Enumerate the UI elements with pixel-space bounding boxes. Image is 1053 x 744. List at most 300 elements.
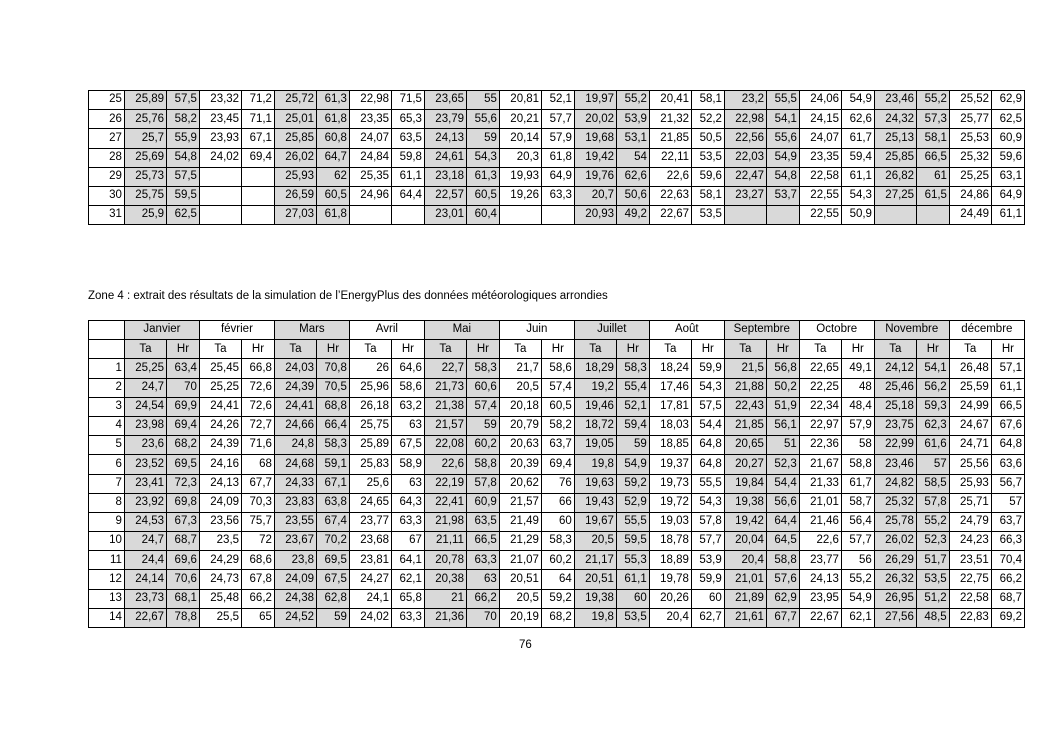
value-cell: 67,7 [766,608,799,627]
value-cell: 24,38 [274,589,316,608]
hr-header: Hr [916,340,949,359]
value-cell: 57,1 [991,359,1024,378]
value-cell: 54 [617,148,650,167]
value-cell: 52,9 [616,493,649,512]
value-cell: 61 [917,167,950,186]
value-cell: 61,3 [317,91,350,110]
value-cell: 58,3 [616,359,649,378]
ta-header: Ta [574,340,616,359]
value-cell: 59,6 [992,148,1025,167]
value-cell: 25,76 [124,110,166,129]
hr-header: Hr [541,340,574,359]
value-cell: 55,2 [916,512,949,531]
table-zone4-row [89,570,1025,589]
value-cell: 22,57 [424,186,466,205]
value-cell: 64,8 [991,436,1024,455]
value-cell: 55,3 [616,551,649,570]
value-cell: 24,32 [874,110,916,129]
value-cell: 20,5 [499,378,541,397]
value-cell: 24,52 [274,608,316,627]
value-cell: 20,26 [649,589,691,608]
value-cell: 68,2 [167,436,200,455]
value-cell: 61,1 [392,167,425,186]
value-cell: 24,7 [124,378,166,397]
value-cell: 63,1 [992,167,1025,186]
value-cell: 25,01 [274,110,316,129]
value-cell: 58,8 [466,455,499,474]
value-cell: 20,39 [499,455,541,474]
value-cell: 65,8 [392,589,425,608]
value-cell: 56,2 [916,378,949,397]
value-cell: 21,73 [424,378,466,397]
value-cell: 20,65 [724,436,766,455]
day-cell: 27 [89,129,125,148]
value-cell: 21,32 [649,110,691,129]
value-cell: 72,7 [242,416,275,435]
value-cell: 24,16 [199,455,241,474]
value-cell: 52,3 [766,455,799,474]
value-cell: 24,39 [274,378,316,397]
day-cell: 29 [89,167,125,186]
value-cell: 24,86 [949,186,991,205]
value-cell: 22,67 [649,206,691,225]
value-cell: 24,53 [124,512,166,531]
value-cell: 19,38 [724,493,766,512]
sub-header-row [89,340,1025,359]
value-cell: 67,5 [392,436,425,455]
value-cell: 20,51 [499,570,541,589]
value-cell: 69,4 [242,148,275,167]
value-cell: 76 [541,474,574,493]
value-cell: 24,67 [949,416,991,435]
value-cell: 48,5 [916,608,949,627]
value-cell: 22,98 [349,91,391,110]
value-cell: 24,54 [124,397,166,416]
value-cell: 24,13 [424,129,466,148]
value-cell [242,167,275,186]
value-cell: 22,55 [799,186,841,205]
value-cell: 21,49 [499,512,541,531]
value-cell: 54,4 [766,474,799,493]
value-cell: 63 [392,416,425,435]
value-cell: 20,04 [724,532,766,551]
value-cell: 50,9 [842,206,875,225]
ta-header: Ta [949,340,991,359]
value-cell: 66,8 [242,359,275,378]
value-cell: 25,25 [124,359,166,378]
value-cell: 21,07 [499,551,541,570]
value-cell: 54,8 [767,167,800,186]
value-cell: 53,5 [616,608,649,627]
value-cell: 64 [541,570,574,589]
value-cell: 57 [991,493,1024,512]
value-cell: 22,67 [124,608,166,627]
value-cell: 25,77 [949,110,991,129]
value-cell: 26 [349,359,391,378]
table-zone4-row [89,474,1025,493]
corner-cell [89,321,125,340]
value-cell: 60,8 [317,129,350,148]
value-cell: 68 [242,455,275,474]
month-header: Août [649,321,724,340]
value-cell: 60 [541,512,574,531]
value-cell: 58,6 [392,378,425,397]
value-cell: 18,89 [649,551,691,570]
value-cell: 69,8 [167,493,200,512]
table-top [88,90,1025,225]
day-cell: 14 [89,608,125,627]
value-cell: 56,7 [991,474,1024,493]
value-cell: 59 [317,608,350,627]
value-cell: 25,75 [349,416,391,435]
ta-header: Ta [724,340,766,359]
table-top-row [89,206,1025,225]
value-cell: 25,75 [124,186,166,205]
value-cell: 67,1 [317,474,350,493]
value-cell: 19,42 [724,512,766,531]
value-cell: 22,98 [724,110,766,129]
value-cell: 50,5 [692,129,725,148]
value-cell: 58,3 [541,532,574,551]
value-cell: 24,71 [949,436,991,455]
value-cell: 57,8 [466,474,499,493]
value-cell: 59,5 [167,186,200,205]
value-cell: 55,5 [616,512,649,531]
value-cell: 59,1 [317,455,350,474]
value-cell: 64,9 [992,186,1025,205]
value-cell: 21,11 [424,532,466,551]
corner-cell [89,340,125,359]
value-cell: 63,5 [392,129,425,148]
value-cell: 69,4 [541,455,574,474]
value-cell: 57,5 [167,91,200,110]
table-zone4-row [89,359,1025,378]
day-cell: 28 [89,148,125,167]
month-header: février [199,321,274,340]
value-cell: 25,83 [349,455,391,474]
value-cell: 25,53 [949,129,991,148]
value-cell: 66,2 [242,589,275,608]
page-number: 76 [519,639,532,651]
value-cell: 22,11 [649,148,691,167]
value-cell: 24,65 [349,493,391,512]
value-cell: 22,55 [799,206,841,225]
value-cell: 54,9 [841,589,874,608]
value-cell: 48 [841,378,874,397]
value-cell: 57,7 [841,532,874,551]
value-cell: 21,38 [424,397,466,416]
value-cell: 25,72 [274,91,316,110]
value-cell: 26,82 [874,167,916,186]
value-cell [242,186,275,205]
value-cell [392,206,425,225]
table-top-row [89,167,1025,186]
value-cell: 23,18 [424,167,466,186]
value-cell: 25,18 [874,397,916,416]
value-cell: 23,35 [349,110,391,129]
value-cell: 53,9 [617,110,650,129]
value-cell: 70,2 [317,532,350,551]
value-cell: 71,5 [392,91,425,110]
value-cell: 51,7 [916,551,949,570]
value-cell: 60,6 [466,378,499,397]
value-cell: 24,73 [199,570,241,589]
value-cell: 55,2 [617,91,650,110]
value-cell: 22,03 [724,148,766,167]
table-zone4-row [89,378,1025,397]
value-cell: 26,95 [874,589,916,608]
hr-header: Hr [466,340,499,359]
value-cell: 58,1 [692,186,725,205]
value-cell: 21,5 [724,359,766,378]
value-cell: 23,77 [349,512,391,531]
value-cell: 61,8 [317,110,350,129]
value-cell: 68,2 [541,608,574,627]
value-cell: 65 [242,608,275,627]
value-cell: 19,43 [574,493,616,512]
ta-header: Ta [649,340,691,359]
value-cell: 57,5 [691,397,724,416]
value-cell: 20,62 [499,474,541,493]
value-cell: 19,93 [499,167,541,186]
value-cell: 22,63 [649,186,691,205]
value-cell: 61,1 [616,570,649,589]
value-cell: 19,38 [574,589,616,608]
value-cell: 19,26 [499,186,541,205]
value-cell: 68,7 [167,532,200,551]
value-cell: 20,81 [499,91,541,110]
value-cell: 21,88 [724,378,766,397]
value-cell: 61,7 [842,129,875,148]
value-cell: 59,5 [616,532,649,551]
value-cell: 22,75 [949,570,991,589]
value-cell: 59,9 [691,359,724,378]
value-cell: 69,2 [991,608,1024,627]
value-cell: 54,3 [467,148,500,167]
value-cell: 20,5 [574,532,616,551]
value-cell: 62,7 [691,608,724,627]
value-cell: 19,03 [649,512,691,531]
value-cell: 23,01 [424,206,466,225]
value-cell: 57,5 [167,167,200,186]
value-cell: 60,5 [467,186,500,205]
value-cell: 19,05 [574,436,616,455]
zone4-caption: Zone 4 : extrait des résultats de la simulation de l’EnergyPlus des données météorologiques arrondies [88,290,608,302]
value-cell: 23,73 [124,589,166,608]
value-cell: 21,61 [724,608,766,627]
value-cell: 64,4 [392,186,425,205]
value-cell: 23,83 [274,493,316,512]
value-cell: 23,81 [349,551,391,570]
value-cell: 57,7 [542,110,575,129]
value-cell: 25,89 [124,91,166,110]
value-cell: 27,03 [274,206,316,225]
value-cell: 25,48 [199,589,241,608]
value-cell: 19,84 [724,474,766,493]
value-cell: 66,4 [317,416,350,435]
value-cell: 62,5 [992,110,1025,129]
value-cell: 22,7 [424,359,466,378]
value-cell: 60,2 [466,436,499,455]
value-cell: 58,9 [392,455,425,474]
value-cell: 56,4 [841,512,874,531]
value-cell: 25,93 [949,474,991,493]
value-cell: 21,57 [499,493,541,512]
value-cell: 53,5 [692,148,725,167]
value-cell: 26,59 [274,186,316,205]
value-cell: 25,78 [874,512,916,531]
value-cell: 70,8 [317,359,350,378]
value-cell: 55,2 [917,91,950,110]
value-cell: 68,1 [167,589,200,608]
value-cell: 62,1 [392,570,425,589]
value-cell: 58,7 [841,493,874,512]
day-cell: 1 [89,359,125,378]
value-cell: 21 [424,589,466,608]
value-cell: 18,72 [574,416,616,435]
value-cell: 21,36 [424,608,466,627]
value-cell: 27,56 [874,608,916,627]
value-cell: 57,9 [542,129,575,148]
value-cell: 18,29 [574,359,616,378]
value-cell: 23,6 [124,436,166,455]
value-cell: 63,4 [167,359,200,378]
value-cell: 24,02 [349,608,391,627]
value-cell: 58 [841,436,874,455]
value-cell: 71,1 [242,110,275,129]
value-cell: 22,58 [949,589,991,608]
value-cell: 51,9 [766,397,799,416]
value-cell: 72 [242,532,275,551]
value-cell: 22,6 [424,455,466,474]
value-cell: 26,02 [874,532,916,551]
value-cell: 20,18 [499,397,541,416]
value-cell: 23,98 [124,416,166,435]
table-top-row [89,148,1025,167]
value-cell: 23,75 [874,416,916,435]
value-cell: 23,35 [799,148,841,167]
value-cell: 64,6 [392,359,425,378]
value-cell: 48,4 [841,397,874,416]
value-cell: 21,17 [574,551,616,570]
value-cell: 57,9 [841,416,874,435]
value-cell: 25,25 [949,167,991,186]
value-cell: 63,3 [466,551,499,570]
value-cell: 60,9 [466,493,499,512]
value-cell: 21,85 [724,416,766,435]
value-cell: 22,08 [424,436,466,455]
value-cell: 23,41 [124,474,166,493]
hr-header: Hr [317,340,350,359]
value-cell: 51,2 [916,589,949,608]
value-cell: 23,46 [874,91,916,110]
month-header: Septembre [724,321,799,340]
value-cell: 23,55 [274,512,316,531]
day-cell: 3 [89,397,125,416]
value-cell: 25,69 [124,148,166,167]
value-cell: 23,79 [424,110,466,129]
day-cell: 30 [89,186,125,205]
value-cell: 24,61 [424,148,466,167]
hr-header: Hr [691,340,724,359]
value-cell: 18,03 [649,416,691,435]
value-cell: 63,3 [542,186,575,205]
value-cell: 67,6 [991,416,1024,435]
value-cell: 24,09 [274,570,316,589]
value-cell: 21,29 [499,532,541,551]
value-cell: 66,5 [991,397,1024,416]
value-cell: 66,5 [917,148,950,167]
value-cell: 57,8 [691,512,724,531]
value-cell: 64,7 [317,148,350,167]
value-cell: 19,37 [649,455,691,474]
day-cell: 26 [89,110,125,129]
value-cell: 19,68 [574,129,616,148]
value-cell: 62,8 [317,589,350,608]
value-cell: 20,5 [499,589,541,608]
value-cell: 23,8 [274,551,316,570]
value-cell: 23,65 [424,91,466,110]
value-cell: 25,32 [949,148,991,167]
value-cell: 23,52 [124,455,166,474]
value-cell: 23,77 [799,551,841,570]
table-top-row [89,186,1025,205]
value-cell: 69,4 [167,416,200,435]
table-zone4-row [89,416,1025,435]
value-cell: 67,7 [242,474,275,493]
value-cell: 19,72 [649,493,691,512]
value-cell: 26,02 [274,148,316,167]
value-cell: 19,63 [574,474,616,493]
value-cell: 59,3 [916,397,949,416]
value-cell: 23,45 [199,110,241,129]
value-cell: 20,3 [499,148,541,167]
value-cell: 24,96 [349,186,391,205]
value-cell: 25,71 [949,493,991,512]
value-cell: 58,3 [466,359,499,378]
value-cell: 25,6 [349,474,391,493]
value-cell: 24,41 [199,397,241,416]
month-header: Janvier [124,321,199,340]
value-cell: 68,7 [991,589,1024,608]
table-zone4-row [89,589,1025,608]
value-cell: 55,5 [691,474,724,493]
value-cell: 26,18 [349,397,391,416]
value-cell: 57,6 [766,570,799,589]
value-cell: 60,5 [317,186,350,205]
value-cell: 70 [466,608,499,627]
value-cell: 21,89 [724,589,766,608]
value-cell: 49,1 [841,359,874,378]
value-cell: 70,5 [317,378,350,397]
value-cell: 25,45 [199,359,241,378]
table-zone4-row [89,532,1025,551]
value-cell: 25,13 [874,129,916,148]
value-cell: 24,23 [949,532,991,551]
value-cell: 61,5 [917,186,950,205]
value-cell: 52,1 [616,397,649,416]
value-cell: 24,82 [874,474,916,493]
hr-header: Hr [392,340,425,359]
value-cell: 61,1 [992,206,1025,225]
value-cell: 61,3 [467,167,500,186]
value-cell: 59,4 [616,416,649,435]
value-cell: 24,02 [199,148,241,167]
value-cell: 57,8 [916,493,949,512]
value-cell: 25,9 [124,206,166,225]
value-cell: 61,7 [841,474,874,493]
value-cell: 64,8 [691,436,724,455]
